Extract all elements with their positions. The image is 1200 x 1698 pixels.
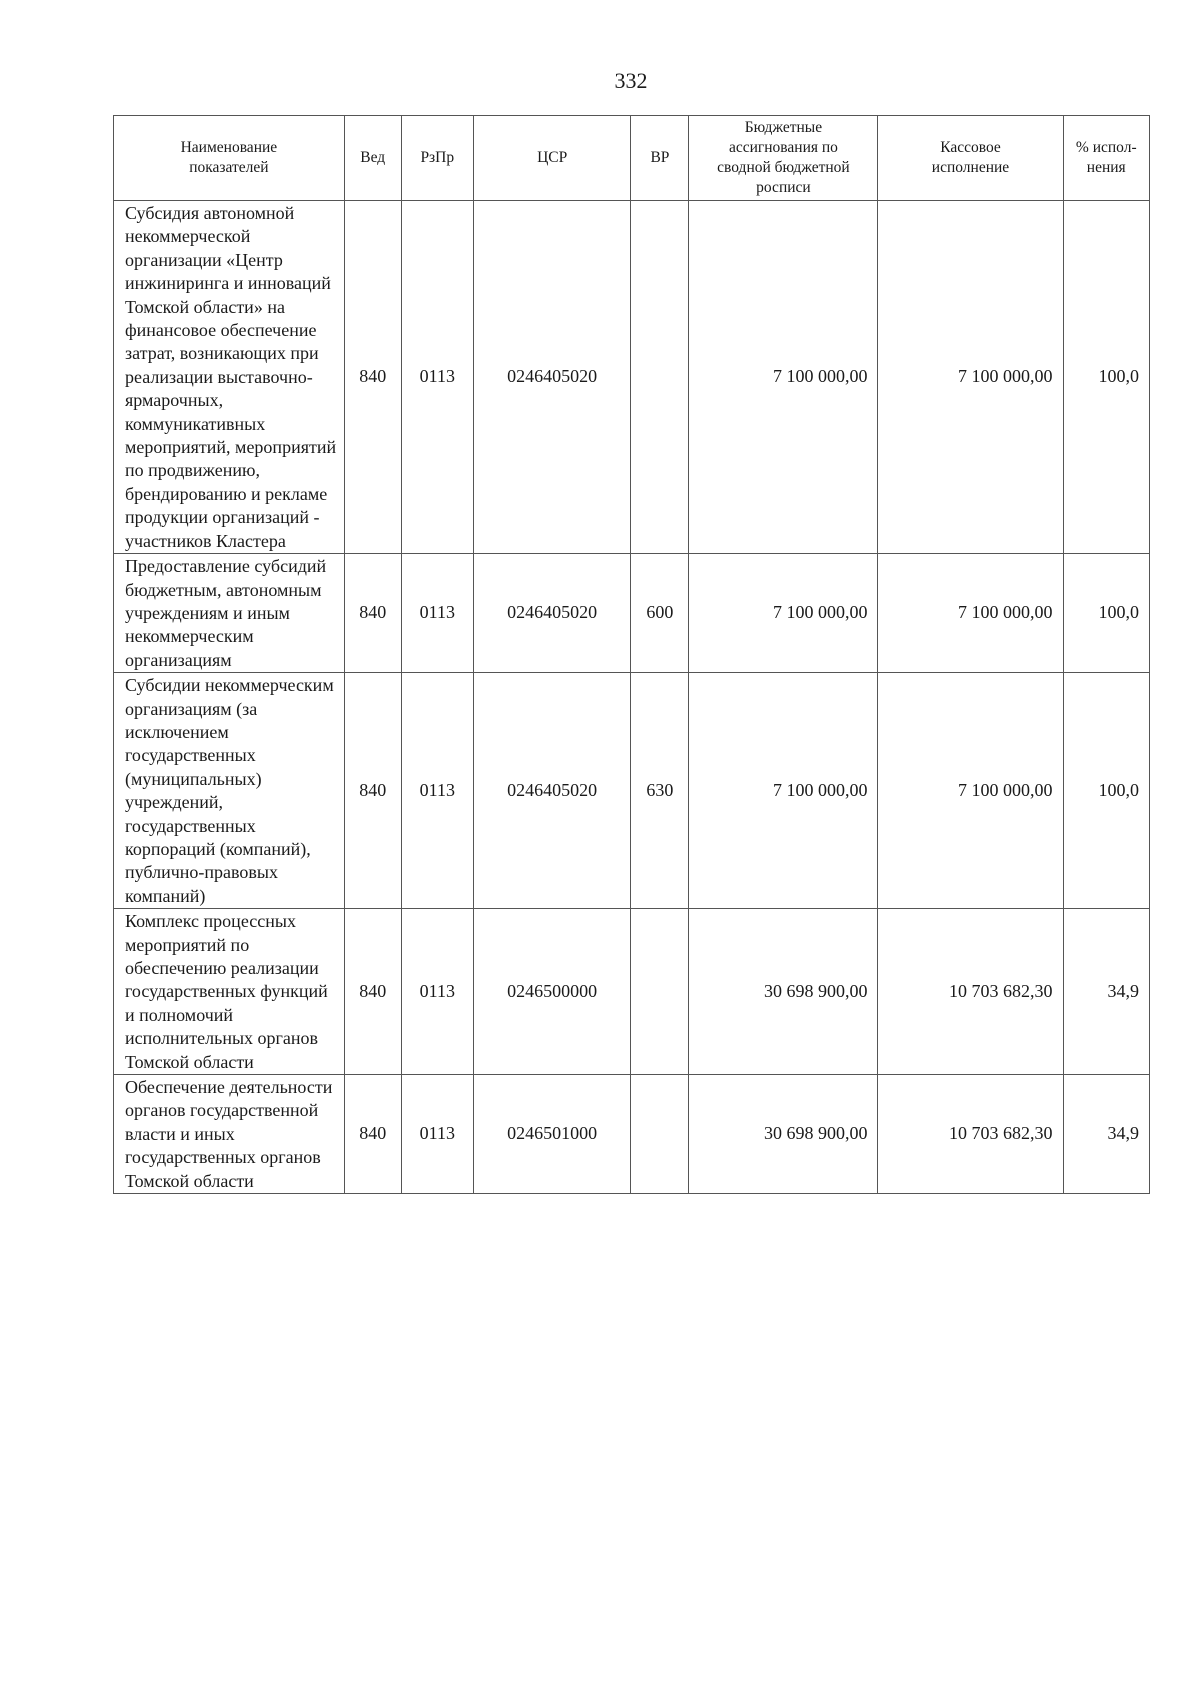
row-rzpr: 0113 xyxy=(401,201,473,554)
row-percent: 100,0 xyxy=(1063,673,1149,909)
row-execution: 7 100 000,00 xyxy=(878,554,1063,673)
table-header-row xyxy=(114,116,1150,201)
row-ved: 840 xyxy=(344,909,401,1075)
header-csr: ЦСР xyxy=(473,116,631,201)
header-name: Наименование показателей xyxy=(114,116,345,201)
row-vr: 600 xyxy=(631,554,689,673)
row-percent: 100,0 xyxy=(1063,554,1149,673)
row-name: Субсидии некоммерческим организациям (за исключением государственных (муниципальных) учреждений, государственных корпораций (компаний), публично-правовых компаний) xyxy=(114,673,345,909)
table-row xyxy=(114,554,1150,673)
row-vr xyxy=(631,909,689,1075)
header-ved: Вед xyxy=(344,116,401,201)
row-ved: 840 xyxy=(344,554,401,673)
row-csr: 0246405020 xyxy=(473,554,631,673)
row-allocations: 7 100 000,00 xyxy=(689,554,878,673)
page-number: 332 xyxy=(614,68,648,93)
row-vr xyxy=(631,1075,689,1194)
row-percent: 34,9 xyxy=(1063,1075,1149,1194)
row-allocations: 7 100 000,00 xyxy=(689,673,878,909)
row-execution: 10 703 682,30 xyxy=(878,1075,1063,1194)
row-name: Предоставление субсидий бюджетным, автономным учреждениям и иным некоммерческим организациям xyxy=(114,554,345,673)
header-vr: ВР xyxy=(631,116,689,201)
row-rzpr: 0113 xyxy=(401,554,473,673)
row-allocations: 7 100 000,00 xyxy=(689,201,878,554)
table-row xyxy=(114,201,1150,554)
header-rzpr: РзПр xyxy=(401,116,473,201)
table-row xyxy=(114,1075,1150,1194)
row-csr: 0246501000 xyxy=(473,1075,631,1194)
row-execution: 10 703 682,30 xyxy=(878,909,1063,1075)
row-percent: 34,9 xyxy=(1063,909,1149,1075)
row-execution: 7 100 000,00 xyxy=(878,673,1063,909)
row-ved: 840 xyxy=(344,201,401,554)
row-name: Субсидия автономной некоммерческой организации «Центр инжиниринга и инноваций Томской области» на финансовое обеспечение затрат, возникающих при реализации выставочно-ярмарочных, коммуникативных мероприятий, мероприятий по продвижению, брендированию и рекламе продукции организаций - участников Кластера xyxy=(114,201,345,554)
row-name: Комплекс процессных мероприятий по обеспечению реализации государственных функций и полномочий исполнительных органов Томской области xyxy=(114,909,345,1075)
table-row xyxy=(114,673,1150,909)
row-csr: 0246500000 xyxy=(473,909,631,1075)
row-rzpr: 0113 xyxy=(401,673,473,909)
row-allocations: 30 698 900,00 xyxy=(689,1075,878,1194)
row-rzpr: 0113 xyxy=(401,909,473,1075)
row-name: Обеспечение деятельности органов государственной власти и иных государственных органов Томской области xyxy=(114,1075,345,1194)
row-allocations: 30 698 900,00 xyxy=(689,909,878,1075)
row-vr xyxy=(631,201,689,554)
header-percent: % испол-нения xyxy=(1063,116,1149,201)
row-csr: 0246405020 xyxy=(473,201,631,554)
row-ved: 840 xyxy=(344,673,401,909)
row-execution: 7 100 000,00 xyxy=(878,201,1063,554)
row-percent: 100,0 xyxy=(1063,201,1149,554)
header-execution: Кассовое исполнение xyxy=(878,116,1063,201)
header-allocations: Бюджетные ассигнования по сводной бюджетной росписи xyxy=(689,116,878,201)
row-ved: 840 xyxy=(344,1075,401,1194)
budget-execution-table xyxy=(113,115,1150,1194)
row-rzpr: 0113 xyxy=(401,1075,473,1194)
row-csr: 0246405020 xyxy=(473,673,631,909)
table-row xyxy=(114,909,1150,1075)
row-vr: 630 xyxy=(631,673,689,909)
